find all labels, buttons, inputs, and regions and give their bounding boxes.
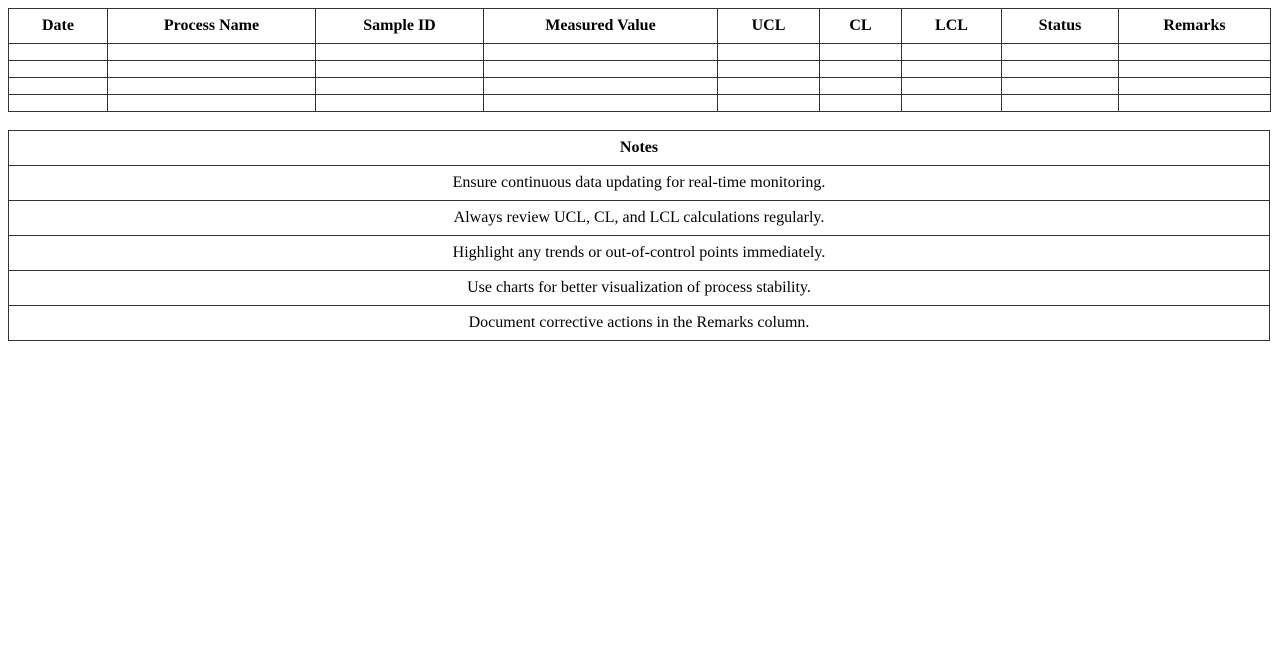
table-cell[interactable] [1002, 44, 1119, 61]
note-row [9, 166, 1270, 201]
note-item: Ensure continuous data updating for real-time monitoring. [9, 166, 1270, 201]
table-cell[interactable] [9, 61, 108, 78]
column-header-cl: CL [820, 9, 902, 44]
column-header-date: Date [9, 9, 108, 44]
table-cell[interactable] [718, 95, 820, 112]
notes-header-row [9, 131, 1270, 166]
table-cell[interactable] [108, 78, 316, 95]
table-cell[interactable] [484, 44, 718, 61]
control-chart-log-table [8, 8, 1271, 112]
note-item: Document corrective actions in the Remarks column. [9, 306, 1270, 341]
table-cell[interactable] [9, 44, 108, 61]
table-cell[interactable] [108, 44, 316, 61]
table-cell[interactable] [9, 95, 108, 112]
table-row [9, 44, 1271, 61]
table-cell[interactable] [820, 61, 902, 78]
table-cell[interactable] [820, 44, 902, 61]
column-header-status: Status [1002, 9, 1119, 44]
column-header-process-name: Process Name [108, 9, 316, 44]
table-row [9, 78, 1271, 95]
table-cell[interactable] [820, 95, 902, 112]
table-cell[interactable] [718, 61, 820, 78]
table-cell[interactable] [316, 61, 484, 78]
table-cell[interactable] [1002, 78, 1119, 95]
table-cell[interactable] [1002, 61, 1119, 78]
table-cell[interactable] [316, 44, 484, 61]
note-row [9, 201, 1270, 236]
table-cell[interactable] [484, 78, 718, 95]
table-cell[interactable] [108, 95, 316, 112]
table-row [9, 61, 1271, 78]
table-cell[interactable] [484, 61, 718, 78]
table-cell[interactable] [902, 78, 1002, 95]
column-header-ucl: UCL [718, 9, 820, 44]
table-cell[interactable] [718, 44, 820, 61]
column-header-lcl: LCL [902, 9, 1002, 44]
table-cell[interactable] [1002, 95, 1119, 112]
table-cell[interactable] [484, 95, 718, 112]
notes-table [8, 130, 1270, 341]
table-cell[interactable] [108, 61, 316, 78]
column-header-remarks: Remarks [1119, 9, 1271, 44]
table-cell[interactable] [1119, 44, 1271, 61]
column-header-measured-value: Measured Value [484, 9, 718, 44]
table-cell[interactable] [718, 78, 820, 95]
log-header-row [9, 9, 1271, 44]
table-cell[interactable] [1119, 95, 1271, 112]
table-row [9, 95, 1271, 112]
note-row [9, 271, 1270, 306]
table-cell[interactable] [1119, 78, 1271, 95]
note-item: Always review UCL, CL, and LCL calculations regularly. [9, 201, 1270, 236]
column-header-sample-id: Sample ID [316, 9, 484, 44]
note-row [9, 236, 1270, 271]
table-cell[interactable] [1119, 61, 1271, 78]
notes-header: Notes [9, 131, 1270, 166]
page [8, 8, 1270, 341]
table-cell[interactable] [9, 78, 108, 95]
note-item: Use charts for better visualization of process stability. [9, 271, 1270, 306]
table-cell[interactable] [902, 95, 1002, 112]
note-row [9, 306, 1270, 341]
table-cell[interactable] [820, 78, 902, 95]
table-cell[interactable] [316, 78, 484, 95]
table-cell[interactable] [316, 95, 484, 112]
table-cell[interactable] [902, 61, 1002, 78]
note-item: Highlight any trends or out-of-control points immediately. [9, 236, 1270, 271]
table-cell[interactable] [902, 44, 1002, 61]
